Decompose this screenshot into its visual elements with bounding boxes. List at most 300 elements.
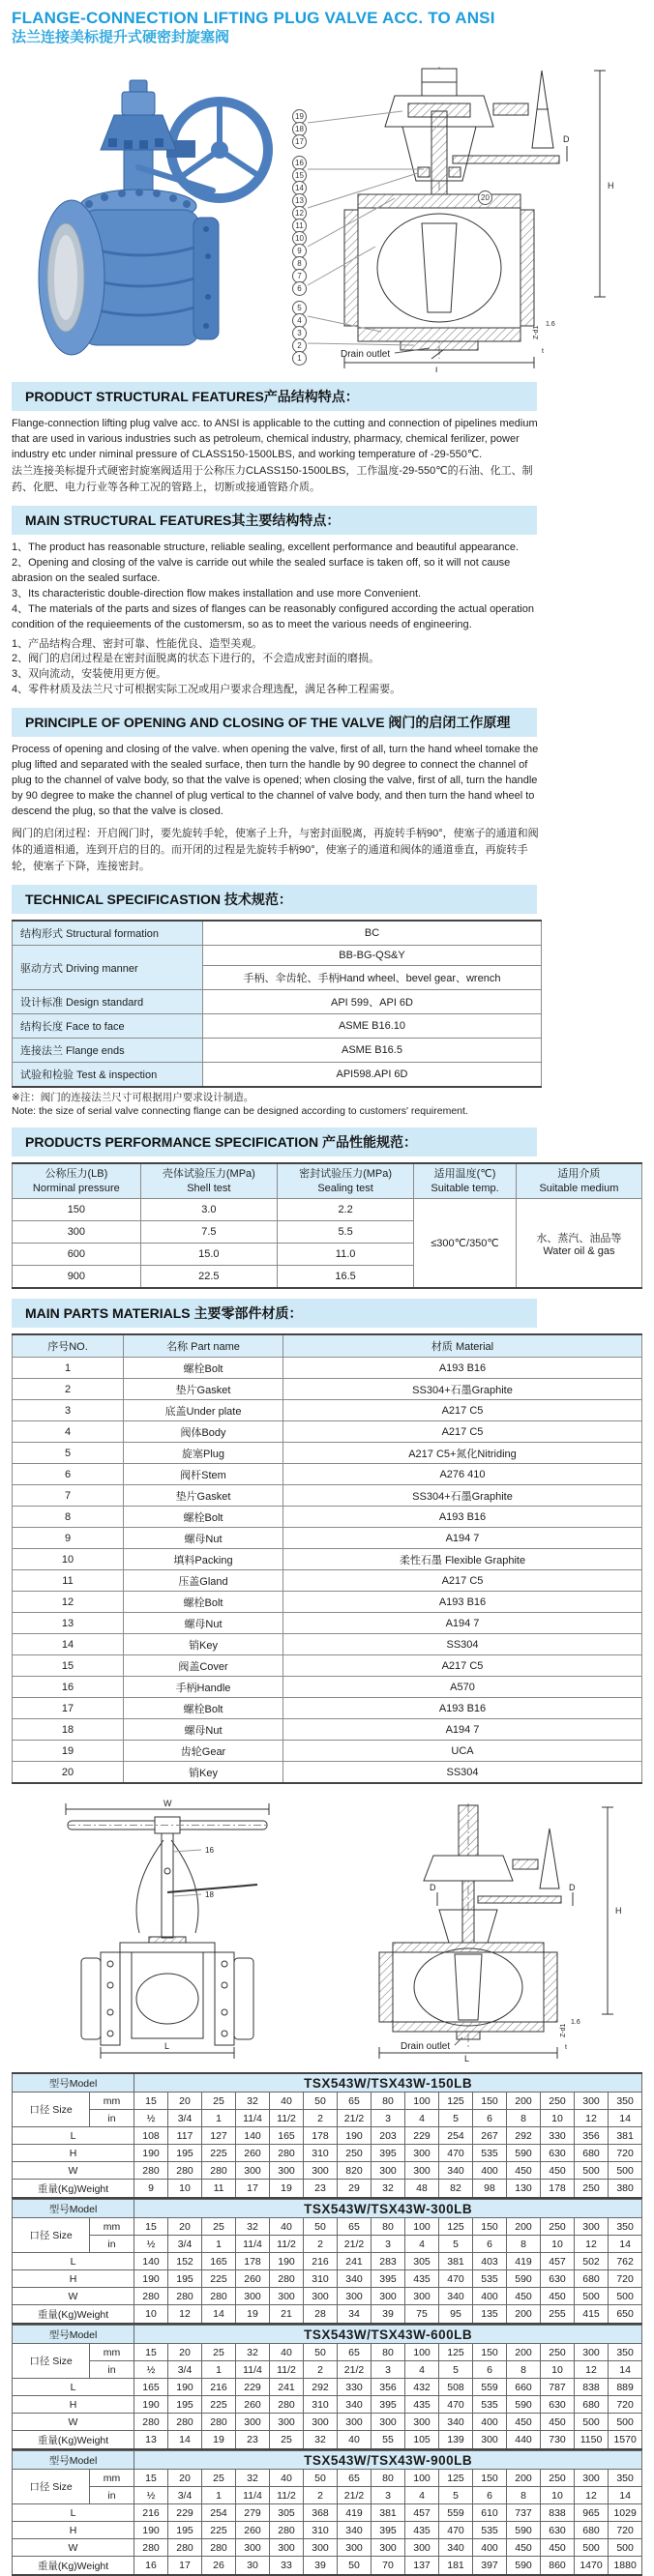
materials-cell: 压盖Gland	[124, 1570, 283, 1592]
dim-cell: 21/2	[338, 2361, 372, 2379]
dim-cell: 39	[304, 2557, 338, 2576]
dim-size-mm-row	[13, 2093, 642, 2110]
dim-cell: 300	[304, 2414, 338, 2431]
product-features-en: Flange-connection lifting plug valve acc. to ANSI is applicable to the cutting and connection of pipelines medium that are used in various industries such as petroleum, chemical industry, pharmacy, chemical ferilizer, power industry etc under niminal pressure of CLASS150-1500LBS, and working temperature of -29-550℃.	[12, 418, 538, 460]
materials-cell: 垫片Gasket	[124, 1379, 283, 1400]
dim-cell: 535	[473, 2522, 507, 2539]
dim-cell: 965	[575, 2504, 609, 2522]
dim-cell: 310	[304, 2396, 338, 2414]
dim-cell: 11/4	[236, 2361, 270, 2379]
dim-model-row	[13, 2451, 642, 2470]
dim-cell: ½	[134, 2361, 168, 2379]
dim-cell: 280	[134, 2539, 168, 2557]
dim-cell: 80	[372, 2344, 405, 2361]
dim-cell: 500	[575, 2414, 609, 2431]
dim-cell: 6	[473, 2236, 507, 2253]
dim-cell: 500	[575, 2288, 609, 2305]
dim-cell: 300	[575, 2470, 609, 2487]
dim-cell: 10	[541, 2236, 575, 2253]
dim-cell: 590	[507, 2557, 541, 2576]
dim-cell: 70	[372, 2557, 405, 2576]
dim-cell: 14	[609, 2487, 642, 2504]
dim-cell: 14	[202, 2305, 236, 2325]
tech-spec-value: 手柄、伞齿轮、手柄Hand wheel、bevel gear、wrench	[203, 966, 542, 990]
dim-cell: 350	[609, 2344, 642, 2361]
part-callout: 3	[292, 326, 307, 340]
performance-cell: 5.5	[277, 1221, 413, 1244]
valve-photo	[12, 53, 282, 372]
tech-spec-value: ASME B16.10	[203, 1014, 542, 1039]
dim-cell: 300	[236, 2162, 270, 2180]
dim-size-in-row	[13, 2236, 642, 2253]
materials-cell: 螺栓Bolt	[124, 1592, 283, 1613]
dim-cell: 11/2	[270, 2487, 304, 2504]
dim-cell: 48	[405, 2180, 439, 2199]
dim-cell: 12	[575, 2236, 609, 2253]
dim-cell: 250	[541, 2218, 575, 2236]
dim-cell: 3/4	[168, 2487, 202, 2504]
performance-header-cell: 密封试验压力(MPa) Sealing test	[277, 1163, 413, 1198]
dim-cell: 300	[575, 2093, 609, 2110]
sectional-drawing	[288, 53, 637, 372]
dim-cell: 32	[372, 2180, 405, 2199]
dim-cell: 435	[405, 2522, 439, 2539]
tech-spec-label: 设计标准 Design standard	[13, 990, 203, 1014]
dim-mm-label: mm	[90, 2093, 134, 2110]
dim-cell: 381	[439, 2253, 473, 2270]
dim-cell: 630	[541, 2145, 575, 2162]
dim-cell: 152	[168, 2253, 202, 2270]
section-view-drawing	[321, 1796, 631, 2062]
dim-cell: 435	[405, 2396, 439, 2414]
part-callout: 1	[292, 351, 307, 366]
dim-cell: 190	[134, 2396, 168, 2414]
dim-cell: 630	[541, 2522, 575, 2539]
dim-cell: 650	[609, 2305, 642, 2325]
materials-cell: 螺母Nut	[124, 1719, 283, 1741]
dim-roughness-label2: 1.6	[571, 2019, 580, 2027]
dim-size-mm-row	[13, 2470, 642, 2487]
dim-cell: 5	[439, 2236, 473, 2253]
dim-cell: 340	[338, 2522, 372, 2539]
dim-cell: 25	[202, 2093, 236, 2110]
dim-cell: 3/4	[168, 2110, 202, 2127]
front-view-svg	[46, 1796, 288, 2062]
dim-cell: 280	[168, 2539, 202, 2557]
dim-cell: 21	[270, 2305, 304, 2325]
dim-data-row	[13, 2522, 642, 2539]
section-title-performance: PRODUCTS PERFORMANCE SPECIFICATION 产品性能规范：	[12, 1127, 537, 1156]
principle-cn: 阀门的启闭过程：开启阀门时，要先旋转手轮，使塞子上升，与密封面脱离，再旋转手柄90°，使塞子的通道和阀体的通道相通，连到开启的目的。而开闭的过程是先旋转手柄90°，使塞子的通道和阀体的通道垂直，再旋转手轮，使塞子下降，连接密封。	[12, 827, 539, 873]
materials-cell: UCA	[283, 1741, 642, 1762]
dim-cell: 29	[338, 2180, 372, 2199]
dim-cell: 40	[270, 2470, 304, 2487]
dim-cell: 23	[304, 2180, 338, 2199]
part-callout: 5	[292, 301, 307, 315]
dim-cell: 300	[405, 2288, 439, 2305]
dim-cell: 280	[134, 2414, 168, 2431]
tech-spec-row	[13, 946, 542, 966]
dim-cell: 1	[202, 2487, 236, 2504]
dim-cell: 127	[202, 2127, 236, 2145]
dim-size-mm-row	[13, 2218, 642, 2236]
materials-cell: 2	[13, 1379, 124, 1400]
dim-row-label: L	[13, 2379, 134, 2396]
dim-model-value: TSX543W/TSX43W-600LB	[134, 2326, 642, 2344]
dim-cell: 415	[575, 2305, 609, 2325]
dim-cell: 225	[202, 2145, 236, 2162]
dim-model-label: 型号Model	[13, 2200, 134, 2218]
dim-h-label: H	[608, 181, 614, 190]
materials-cell: A217 C5	[283, 1421, 642, 1443]
performance-row	[13, 1199, 642, 1221]
dim-cell: 720	[609, 2145, 642, 2162]
dim-cell: 190	[338, 2127, 372, 2145]
dim-cell: 139	[439, 2431, 473, 2450]
materials-row	[13, 1698, 642, 1719]
dim-cell: 15	[134, 2344, 168, 2361]
materials-header-cell: 材质 Material	[283, 1334, 642, 1358]
materials-cell: 手柄Handle	[124, 1677, 283, 1698]
dim-cell: 720	[609, 2396, 642, 2414]
dim-cell: 820	[338, 2162, 372, 2180]
dim-cell: 178	[236, 2253, 270, 2270]
tech-note-cn: ※注：阀门的连接法兰尺寸可根据用户要求设计制造。	[12, 1092, 254, 1104]
dim-cell: 32	[304, 2431, 338, 2450]
feature-item: 2、Opening and closing of the valve is carride out while the sealed surface is taken off, so it will not cause abrasion on the sealed surface.	[12, 556, 511, 584]
dim-cell: 40	[270, 2344, 304, 2361]
dim-cell: 450	[541, 2414, 575, 2431]
materials-cell: 螺母Nut	[124, 1528, 283, 1549]
dim-cell: 762	[609, 2253, 642, 2270]
dim-cell: 300	[270, 2414, 304, 2431]
dim-cell: 1029	[609, 2504, 642, 2522]
dim-cell: 150	[473, 2470, 507, 2487]
page-header	[12, 8, 642, 47]
materials-cell: A194 7	[283, 1613, 642, 1634]
dim-cell: 457	[541, 2253, 575, 2270]
dim-cell: 590	[507, 2145, 541, 2162]
materials-cell: 17	[13, 1698, 124, 1719]
dim-cell: 330	[338, 2379, 372, 2396]
dim-l-label: L	[435, 366, 441, 372]
dim-cell: 300	[338, 2414, 372, 2431]
dim-cell: 680	[575, 2522, 609, 2539]
dim-cell: 75	[405, 2305, 439, 2325]
dim-data-row	[13, 2270, 642, 2288]
dim-size-in-row	[13, 2361, 642, 2379]
dim-cell: 225	[202, 2270, 236, 2288]
performance-table	[12, 1162, 642, 1289]
dim-cell: 40	[270, 2218, 304, 2236]
dim-cell: 19	[270, 2180, 304, 2199]
dim-cell: 279	[236, 2504, 270, 2522]
dim-row-label: 重量(Kg)Weight	[13, 2180, 134, 2199]
dim-h-label2: H	[615, 1906, 622, 1917]
dim-mm-label: mm	[90, 2344, 134, 2361]
dim-cell: 11/2	[270, 2110, 304, 2127]
dim-cell: 500	[575, 2162, 609, 2180]
dim-cell: 6	[473, 2487, 507, 2504]
dim-cell: 283	[372, 2253, 405, 2270]
dim-cell: 190	[168, 2379, 202, 2396]
materials-cell: 18	[13, 1719, 124, 1741]
dim-cell: 203	[372, 2127, 405, 2145]
materials-row	[13, 1464, 642, 1485]
dim-cell: 10	[541, 2487, 575, 2504]
dim-cell: 65	[338, 2344, 372, 2361]
dim-cell: 190	[270, 2253, 304, 2270]
dim-cell: 11/4	[236, 2110, 270, 2127]
materials-row	[13, 1485, 642, 1507]
dim-cell: 100	[405, 2093, 439, 2110]
dim-size-in-row	[13, 2487, 642, 2504]
dim-t-label: t	[542, 348, 544, 355]
dim-cell: 82	[439, 2180, 473, 2199]
part-callout: 15	[292, 168, 307, 183]
tech-spec-row	[13, 1014, 542, 1039]
dim-cell: 380	[609, 2180, 642, 2199]
dim-mm-label: mm	[90, 2470, 134, 2487]
dim-cell: 535	[473, 2270, 507, 2288]
dim-cell: ½	[134, 2110, 168, 2127]
materials-row	[13, 1570, 642, 1592]
part-callout: 4	[292, 313, 307, 328]
dim-cell: 250	[575, 2180, 609, 2199]
dim-cell: 100	[405, 2344, 439, 2361]
feature-item: 3、Its characteristic double-direction flow makes installation and use more Convenient.	[12, 587, 422, 600]
dim-cell: 450	[507, 2539, 541, 2557]
dim-cell: 300	[405, 2162, 439, 2180]
dim-size-in-row	[13, 2110, 642, 2127]
dim-cell: 330	[541, 2127, 575, 2145]
dim-cell: 559	[473, 2379, 507, 2396]
main-features-cn	[12, 637, 642, 699]
dim-cell: 250	[541, 2470, 575, 2487]
dim-cell: 300	[372, 2288, 405, 2305]
dim-cell: 860	[541, 2557, 575, 2576]
materials-cell: 9	[13, 1528, 124, 1549]
materials-cell: 填料Packing	[124, 1549, 283, 1570]
dim-w-label: W	[164, 1799, 172, 1809]
dim-cell: 12	[575, 2361, 609, 2379]
dim-t-label2: t	[565, 2044, 567, 2052]
dim-cell: 630	[541, 2396, 575, 2414]
performance-header-cell: 壳体试验压力(MPa) Shell test	[140, 1163, 277, 1198]
dim-cell: 300	[304, 2162, 338, 2180]
dim-cell: 340	[338, 2396, 372, 2414]
dim-cell: 300	[304, 2539, 338, 2557]
dim-cell: 40	[338, 2431, 372, 2450]
dim-cell: 225	[202, 2396, 236, 2414]
feature-item: 2、阀门的启闭过程是在密封面脱离的状态下进行的，不会造成密封面的磨损。	[12, 653, 380, 665]
dim-cell: 25	[202, 2470, 236, 2487]
dim-cell: 12	[575, 2110, 609, 2127]
dim-cell: 80	[372, 2218, 405, 2236]
dim-cell: 65	[338, 2093, 372, 2110]
materials-cell: 旋塞Plug	[124, 1443, 283, 1464]
dim-cell: 300	[270, 2162, 304, 2180]
dim-cell: 21/2	[338, 2110, 372, 2127]
materials-row	[13, 1655, 642, 1677]
dim-cell: 6	[473, 2110, 507, 2127]
materials-cell: 12	[13, 1592, 124, 1613]
materials-table	[12, 1333, 642, 1784]
dim-cell: 14	[609, 2110, 642, 2127]
materials-cell: 柔性石墨 Flexible Graphite	[283, 1549, 642, 1570]
dim-cell: 838	[575, 2379, 609, 2396]
dim-data-row	[13, 2396, 642, 2414]
dim-cell: 125	[439, 2470, 473, 2487]
dim-cell: 200	[507, 2093, 541, 2110]
dim-cell: 419	[338, 2504, 372, 2522]
dim-cell: 250	[541, 2093, 575, 2110]
dim-row-label: H	[13, 2145, 134, 2162]
dim-cell: 65	[338, 2218, 372, 2236]
materials-cell: 销Key	[124, 1762, 283, 1784]
dim-cell: 280	[134, 2162, 168, 2180]
dim-cell: 14	[168, 2431, 202, 2450]
feature-item: 4、The materials of the parts and sizes of flanges can be reasonably configured according the actual operation condition of the requieements of the customersm, so as to meet the various needs of engineering.	[12, 602, 534, 630]
tech-note-en: Note: the size of serial valve connecting flange can be designed according to customers' requirement.	[12, 1105, 468, 1118]
dim-cell: 381	[609, 2127, 642, 2145]
dim-cell: 787	[541, 2379, 575, 2396]
dim-cell: 403	[473, 2253, 507, 2270]
dim-cell: 1880	[609, 2557, 642, 2576]
materials-cell: 阀盖Cover	[124, 1655, 283, 1677]
feature-item: 3、双向流动，安装使用更方便。	[12, 668, 167, 681]
dim-cell: 3	[372, 2487, 405, 2504]
dim-cell: 32	[236, 2093, 270, 2110]
dim-cell: 280	[202, 2288, 236, 2305]
dim-cell: 190	[134, 2270, 168, 2288]
tech-spec-label: 驱动方式 Driving manner	[13, 946, 203, 990]
product-features-cn: 法兰连接美标提升式硬密封旋塞阀适用于公称压力CLASS150-1500LBS，工作温度-29-550℃的石油、化工、制药、化肥、电力行业等各种工况的管路上，切断或接通管路介质。	[12, 464, 533, 493]
tech-spec-row	[13, 990, 542, 1014]
part-callout: 14	[292, 181, 307, 195]
dim-cell: 300	[473, 2431, 507, 2450]
materials-cell: 6	[13, 1464, 124, 1485]
dim-cell: 11/2	[270, 2361, 304, 2379]
dim-cell: 32	[236, 2218, 270, 2236]
dim-cell: 137	[405, 2557, 439, 2576]
dim-cell: 95	[439, 2305, 473, 2325]
dim-cell: 39	[372, 2305, 405, 2325]
dim-cell: 5	[439, 2361, 473, 2379]
dim-cell: 8	[507, 2361, 541, 2379]
dim-cell: 150	[473, 2093, 507, 2110]
materials-row	[13, 1592, 642, 1613]
part-callout: 11	[292, 219, 307, 233]
performance-header-row	[13, 1163, 642, 1198]
materials-cell: 螺栓Bolt	[124, 1698, 283, 1719]
dim-cell: 17	[168, 2557, 202, 2576]
dim-row-label: H	[13, 2522, 134, 2539]
drain-outlet-label: Drain outlet	[341, 349, 391, 360]
dim-cell: 4	[405, 2236, 439, 2253]
dim-cell: 25	[202, 2344, 236, 2361]
dim-cell: 500	[609, 2539, 642, 2557]
dim-cell: 216	[304, 2253, 338, 2270]
dim-data-row	[13, 2288, 642, 2305]
dim-cell: 216	[134, 2504, 168, 2522]
materials-cell: A193 B16	[283, 1698, 642, 1719]
tech-spec-value: BC	[203, 921, 542, 946]
dim-cell: 395	[372, 2145, 405, 2162]
dimension-table	[12, 2450, 642, 2576]
part-callout: 7	[292, 269, 307, 283]
dim-cell: 610	[473, 2504, 507, 2522]
dim-cell: 260	[236, 2145, 270, 2162]
tech-spec-label: 试验和检验 Test & inspection	[13, 1063, 203, 1088]
performance-cell: 7.5	[140, 1221, 277, 1244]
dim-d-left: D	[430, 1883, 436, 1893]
dim-cell: 450	[541, 2162, 575, 2180]
dim-cell: 15	[134, 2470, 168, 2487]
dim-size-label: 口径 Size	[13, 2470, 90, 2504]
dim-cell: 737	[507, 2504, 541, 2522]
dim-cell: 100	[405, 2218, 439, 2236]
tech-spec-value: ASME B16.5	[203, 1039, 542, 1063]
part-callout: 17	[292, 134, 307, 149]
dim-cell: 195	[168, 2522, 202, 2539]
materials-row	[13, 1507, 642, 1528]
dim-cell: 229	[236, 2379, 270, 2396]
dim-cell: 12	[575, 2487, 609, 2504]
dim-cell: ½	[134, 2487, 168, 2504]
materials-row	[13, 1613, 642, 1634]
tech-spec-row	[13, 921, 542, 946]
dim-row-label: H	[13, 2270, 134, 2288]
dim-row-label: W	[13, 2539, 134, 2557]
dim-cell: 34	[338, 2305, 372, 2325]
materials-cell: 20	[13, 1762, 124, 1784]
dim-zd1-label2: Z-d1	[560, 2023, 567, 2038]
dim-data-row	[13, 2253, 642, 2270]
dim-cell: 720	[609, 2522, 642, 2539]
materials-header-row	[13, 1334, 642, 1358]
dim-model-label: 型号Model	[13, 2073, 134, 2093]
dim-row-label: L	[13, 2127, 134, 2145]
performance-medium-cell: 水、蒸汽、油品等 Water oil & gas	[516, 1199, 641, 1289]
performance-header-cell: 公称压力(LB) Norminal pressure	[13, 1163, 141, 1198]
dim-model-row	[13, 2073, 642, 2093]
dim-cell: 720	[609, 2270, 642, 2288]
materials-row	[13, 1528, 642, 1549]
dim-data-row	[13, 2414, 642, 2431]
dim-cell: 535	[473, 2396, 507, 2414]
materials-row	[13, 1421, 642, 1443]
dim-cell: 340	[439, 2288, 473, 2305]
dim-cell: 280	[202, 2162, 236, 2180]
dim-cell: 20	[168, 2093, 202, 2110]
dim-cell: 300	[405, 2414, 439, 2431]
dim-cell: 397	[473, 2557, 507, 2576]
dim-cell: 292	[507, 2127, 541, 2145]
materials-cell: A193 B16	[283, 1507, 642, 1528]
dim-cell: 450	[541, 2539, 575, 2557]
dim-cell: 50	[338, 2557, 372, 2576]
dim-cell: 660	[507, 2379, 541, 2396]
dim-cell: 10	[168, 2180, 202, 2199]
dim-cell: 559	[439, 2504, 473, 2522]
dim-cell: 255	[541, 2305, 575, 2325]
dim-cell: 435	[405, 2270, 439, 2288]
dim-cell: 200	[507, 2305, 541, 2325]
dim-cell: 310	[304, 2145, 338, 2162]
dim-cell: 14	[609, 2236, 642, 2253]
dim-cell: 1570	[609, 2431, 642, 2450]
